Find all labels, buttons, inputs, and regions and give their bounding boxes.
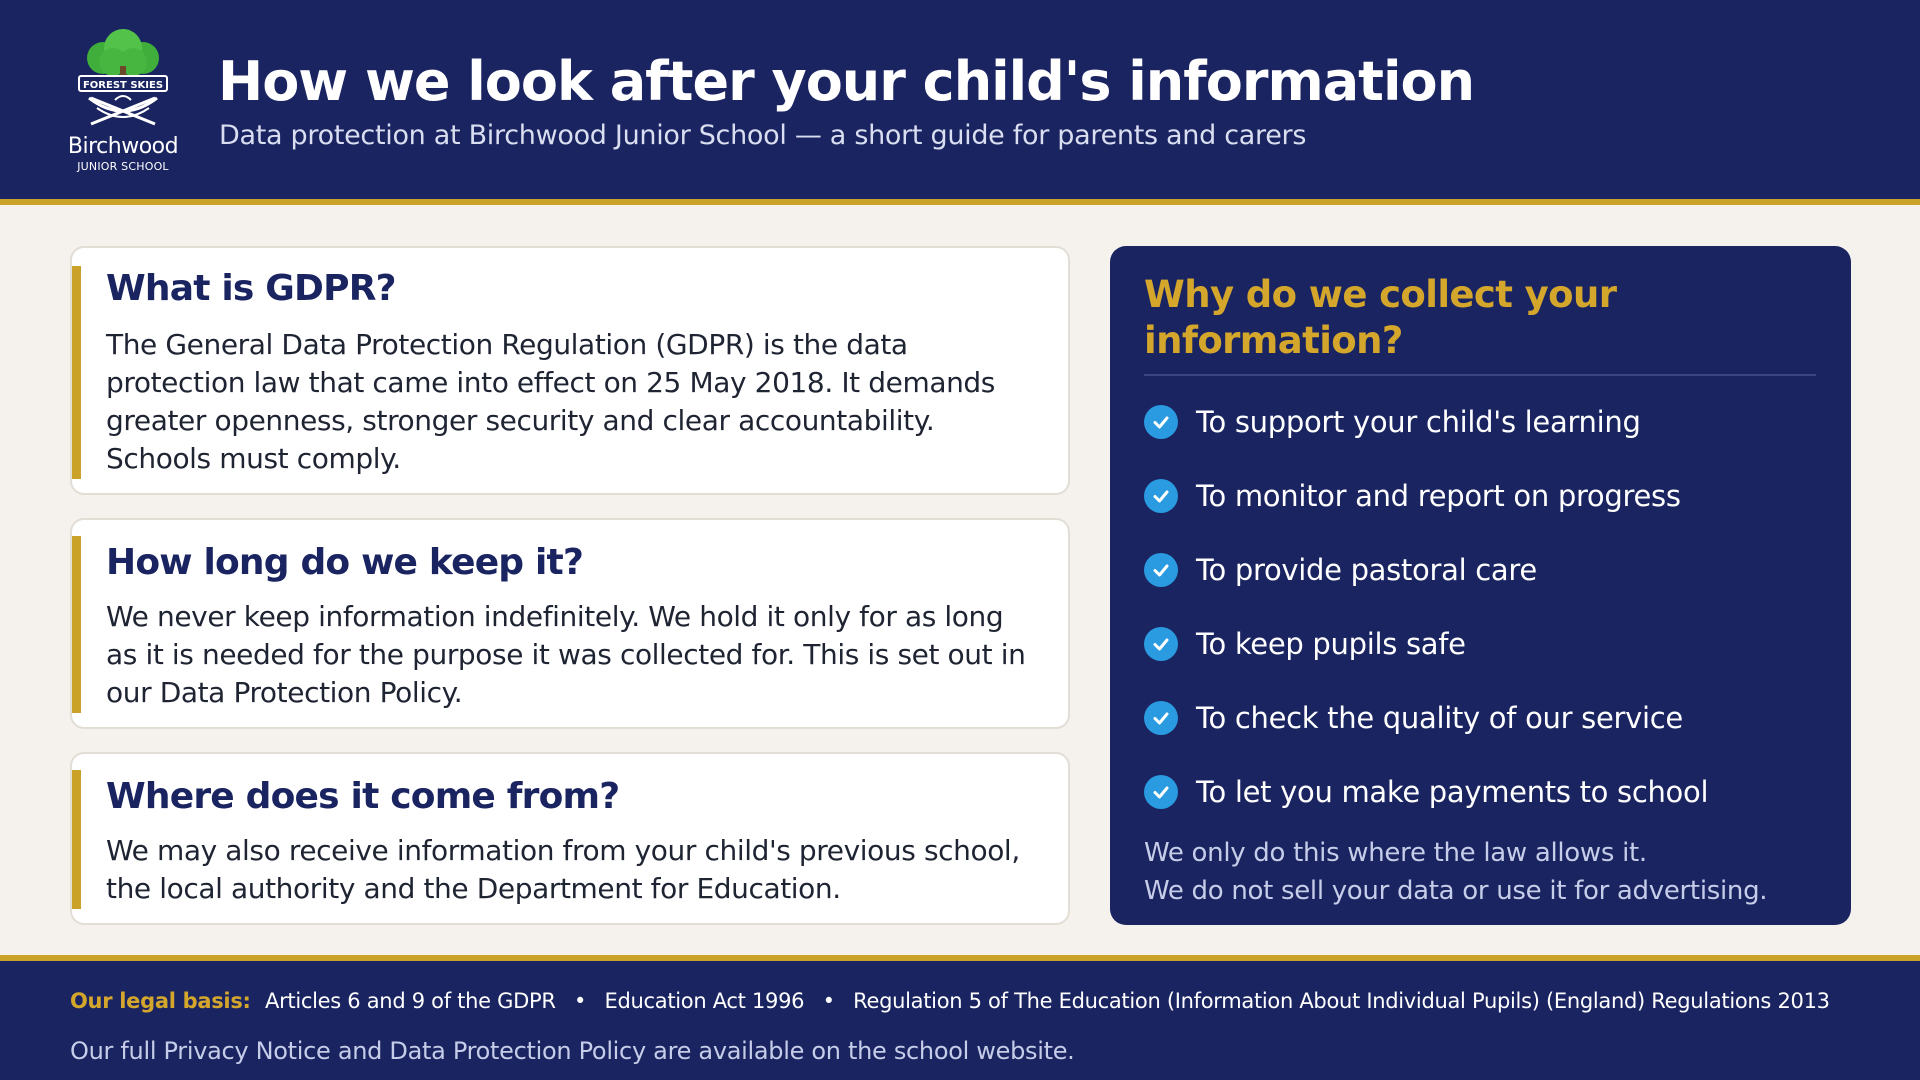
- reason-label: To check the quality of our service: [1196, 701, 1683, 735]
- card-accent-bar: [72, 770, 81, 909]
- card-heading: What is GDPR?: [106, 268, 396, 309]
- card-accent-bar: [72, 266, 81, 479]
- logo-school-type: JUNIOR SCHOOL: [77, 160, 169, 173]
- school-logo: [60, 28, 186, 188]
- legal-item: Articles 6 and 9 of the GDPR: [265, 989, 556, 1013]
- card-accent-bar: [72, 536, 81, 713]
- page-footer: [0, 955, 1920, 1080]
- reason-label: To support your child's learning: [1196, 405, 1641, 439]
- check-circle-icon: [1144, 627, 1178, 661]
- privacy-notice: Our full Privacy Notice and Data Protection Policy are available on the school website.: [70, 1037, 1075, 1065]
- card-body: The General Data Protection Regulation (GDPR) is the data protection law that came into effect on 25 May 2018. It demands greater openness, stronger security and clear accountability. Schools must comply.: [106, 328, 995, 475]
- reason-label: To let you make payments to school: [1196, 775, 1709, 809]
- legal-item: Education Act 1996: [604, 989, 805, 1013]
- legal-basis-label: Our legal basis:: [70, 989, 251, 1013]
- list-item: [1144, 772, 1804, 812]
- card-data-sources: [70, 752, 1070, 925]
- check-circle-icon: [1144, 405, 1178, 439]
- page-subtitle: Data protection at Birchwood Junior School — a short guide for parents and carers: [219, 120, 1307, 151]
- list-item: [1144, 550, 1804, 590]
- card-body: We never keep information indefinitely. We hold it only for as long as it is needed for the purpose it was collected for. This is set out in our Data Protection Policy.: [106, 600, 1026, 709]
- separator-dot: •: [822, 989, 835, 1013]
- card-what-is-gdpr: [70, 246, 1070, 495]
- tree-crest-logo: [75, 28, 171, 132]
- page-title: How we look after your child's information: [218, 50, 1475, 113]
- panel-heading: Why do we collect your information?: [1144, 273, 1617, 362]
- separator-dot: •: [574, 989, 587, 1013]
- panel-divider: [1144, 374, 1816, 376]
- reason-label: To provide pastoral care: [1196, 553, 1537, 587]
- check-circle-icon: [1144, 553, 1178, 587]
- card-body: We may also receive information from your child's previous school, the local authority and the Department for Education.: [106, 834, 1020, 905]
- svg-text:FOREST SKIES: FOREST SKIES: [82, 80, 164, 91]
- card-heading: How long do we keep it?: [106, 542, 584, 583]
- legal-item: Regulation 5 of The Education (Information About Individual Pupils) (England) Regulations 2013: [853, 989, 1830, 1013]
- page-header: [0, 0, 1920, 205]
- panel-note-line: We do not sell your data or use it for advertising.: [1144, 876, 1768, 906]
- list-item: [1144, 624, 1804, 664]
- logo-school-name: Birchwood: [67, 134, 179, 159]
- list-item: [1144, 698, 1804, 738]
- check-circle-icon: [1144, 775, 1178, 809]
- reason-label: To monitor and report on progress: [1196, 479, 1681, 513]
- check-circle-icon: [1144, 479, 1178, 513]
- reasons-panel: [1110, 246, 1851, 925]
- list-item: [1144, 402, 1804, 442]
- legal-basis: [70, 989, 1830, 1013]
- card-heading: Where does it come from?: [106, 776, 620, 817]
- card-retention: [70, 518, 1070, 729]
- panel-note-line: We only do this where the law allows it.: [1144, 838, 1647, 868]
- list-item: [1144, 476, 1804, 516]
- check-circle-icon: [1144, 701, 1178, 735]
- panel-note: [1144, 834, 1824, 910]
- reason-label: To keep pupils safe: [1196, 627, 1466, 661]
